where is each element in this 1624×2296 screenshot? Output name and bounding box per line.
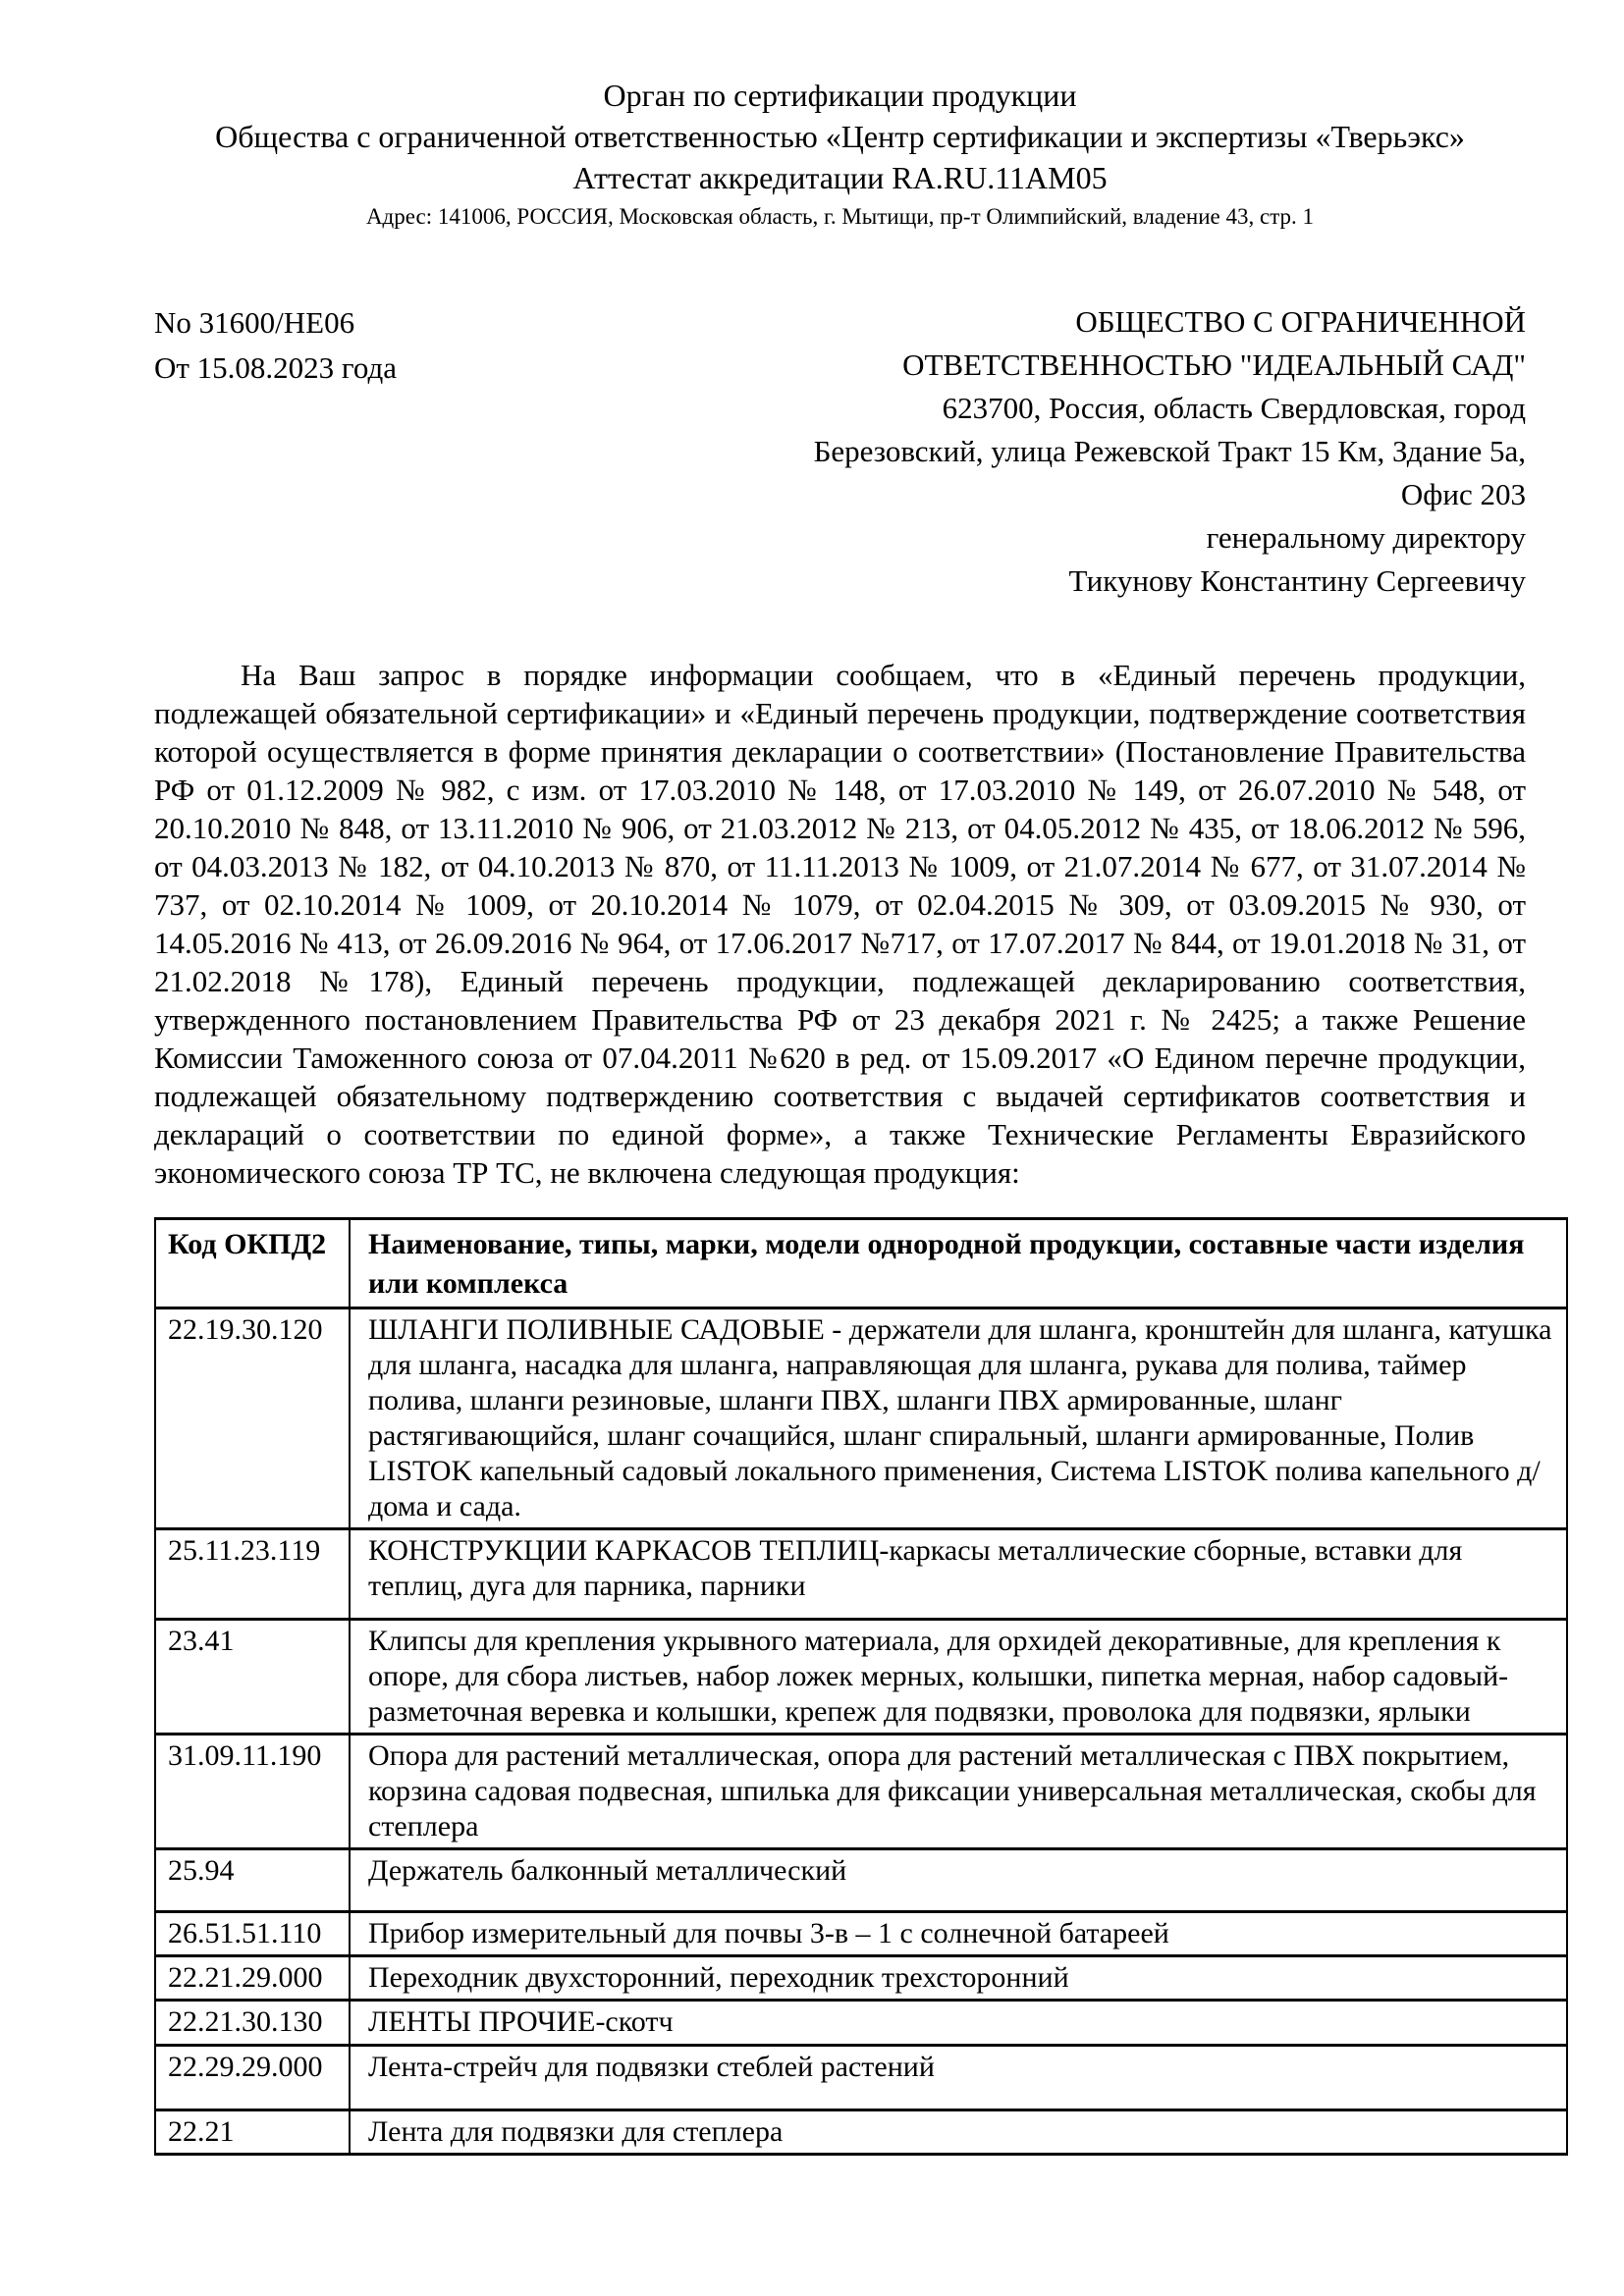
row-description-cell: Прибор измерительный для почвы 3-в – 1 с солнечной батареей: [350, 1912, 1567, 1956]
row-code-cell: 25.11.23.119: [155, 1529, 350, 1620]
letterhead: [154, 75, 1526, 232]
row-description-cell: Держатель балконный металлический: [350, 1849, 1567, 1912]
letter-date: От 15.08.2023 года: [154, 350, 398, 385]
letter-number: No 31600/НЕ06: [154, 305, 355, 340]
table-row: [155, 2110, 1567, 2155]
row-description-cell: Лента для подвязки для степлера: [350, 2110, 1567, 2155]
table-row: [155, 1308, 1567, 1529]
row-description-cell: ШЛАНГИ ПОЛИВНЫЕ САДОВЫЕ - держатели для шланга, кронштейн для шланга, катушка для шланга, насадка для шланга, направляющая для шланга, рукава для полива, таймер полива, шланги резиновые, шланги ПВХ, шланги ПВХ армированные, шланг растягивающийся, шланг сочащийся, шланг спиральный, шланги армированные, Полив LISTOK капельный садовый локального применения, Система LISTOK полива капельного д/дома и сада.: [350, 1308, 1567, 1529]
reference-block: [154, 300, 397, 391]
row-code-cell: 22.19.30.120: [155, 1308, 350, 1529]
addressee-block: [814, 300, 1526, 603]
table-row: [155, 1956, 1567, 2001]
table-row: [155, 1735, 1567, 1849]
table-header-code: Код ОКПД2: [155, 1219, 350, 1308]
table-header-description: Наименование, типы, марки, модели однородной продукции, составные части изделия или комплекса: [350, 1219, 1567, 1308]
body-paragraph: На Ваш запрос в порядке информации сообщаем, что в «Единый перечень продукции, подлежащей обязательной сертификации» и «Единый перечень продукции, подтверждение соответствия которой осуществляется в форме принятия декларации о соответствии» (Постановление Правительства РФ от 01.12.2009 № 982, с изм. от 17.03.2010 № 148, от 17.03.2010 № 149, от 26.07.2010 № 548, от 20.10.2010 № 848, от 13.11.2010 № 906, от 21.03.2012 № 213, от 04.05.2012 № 435, от 18.06.2012 № 596, от 04.03.2013 № 182, от 04.10.2013 № 870, от 11.11.2013 № 1009, от 21.07.2014 № 677, от 31.07.2014 № 737, от 02.10.2014 № 1009, от 20.10.2014 № 1079, от 02.04.2015 № 309, от 03.09.2015 № 930, от 14.05.2016 № 413, от 26.09.2016 № 964, от 17.06.2017 №717, от 17.07.2017 № 844, от 19.01.2018 № 31, от 21.02.2018 №178), Единый перечень продукции, подлежащей декларированию соответствия, утвержденного постановлением Правительства РФ от 23 декабря 2021 г. № 2425; а также Решение Комиссии Таможенного союза от 07.04.2011 №620 в ред. от 15.09.2017 «О Едином перечне продукции, подлежащей обязательному подтверждению соответствия с выдачей сертификатов соответствия и деклараций о соответствии по единой форме», а также Технические Регламенты Евразийского экономического союза ТР ТС, не включена следующая продукция:: [154, 658, 1526, 1190]
letterhead-accreditation: Аттестат аккредитации RA.RU.11АМ05: [572, 160, 1108, 195]
table-row: [155, 1529, 1567, 1620]
row-code-cell: 22.21.30.130: [155, 2001, 350, 2046]
row-description-cell: Переходник двухсторонний, переходник трехсторонний: [350, 1956, 1567, 2001]
products-table-head: [155, 1219, 1567, 1308]
table-row: [155, 2046, 1567, 2110]
row-code-cell: 31.09.11.190: [155, 1735, 350, 1849]
table-row: [155, 2001, 1567, 2046]
row-description-cell: Опора для растений металлическая, опора для растений металлическая с ПВХ покрытием, корзина садовая подвесная, шпилька для фиксации универсальная металлическая, скобы для степлера: [350, 1735, 1567, 1849]
reference-addressee-row: [154, 300, 1526, 603]
row-code-cell: 22.29.29.000: [155, 2046, 350, 2110]
addressee-line: генеральному директору: [1206, 520, 1526, 555]
letterhead-org-type: Орган по сертификации продукции: [603, 78, 1077, 113]
addressee-line: ОБЩЕСТВО С ОГРАНИЧЕННОЙ: [1075, 304, 1526, 339]
row-code-cell: 23.41: [155, 1620, 350, 1735]
addressee-line: Тикунову Константину Сергеевичу: [1068, 563, 1526, 598]
row-code-cell: 26.51.51.110: [155, 1912, 350, 1956]
row-description-cell: Клипсы для крепления укрывного материала, для орхидей декоративные, для крепления к опоре, для сбора листьев, набор ложек мерных, колышки, пипетка мерная, набор садовый-разметочная веревка и колышки, крепеж для подвязки, проволока для подвязки, ярлыки: [350, 1620, 1567, 1735]
row-description-cell: ЛЕНТЫ ПРОЧИЕ-скотч: [350, 2001, 1567, 2046]
row-description-cell: Лента-стрейч для подвязки стеблей растений: [350, 2046, 1567, 2110]
addressee-line: ОТВЕТСТВЕННОСТЬЮ "ИДЕАЛЬНЫЙ САД": [902, 347, 1526, 382]
letterhead-org-name: Общества с ограниченной ответственностью «Центр сертификации и экспертизы «Тверьэкс»: [215, 119, 1465, 154]
addressee-line: 623700, Россия, область Свердловская, город: [942, 391, 1526, 425]
letterhead-address: Адрес: 141006, РОССИЯ, Московская область, г. Мытищи, пр-т Олимпийский, владение 43, стр. 1: [365, 204, 1315, 229]
table-row: [155, 1912, 1567, 1956]
addressee-line: Березовский, улица Режевской Тракт 15 Км, Здание 5а,: [813, 434, 1526, 468]
row-code-cell: 25.94: [155, 1849, 350, 1912]
row-code-cell: 22.21.29.000: [155, 1956, 350, 2001]
products-table: [154, 1217, 1568, 2156]
table-row: [155, 1849, 1567, 1912]
addressee-line: Офис 203: [1400, 477, 1526, 511]
row-description-cell: КОНСТРУКЦИИ КАРКАСОВ ТЕПЛИЦ-каркасы металлические сборные, вставки для теплиц, дуга для парника, парники: [350, 1529, 1567, 1620]
products-table-body: [155, 1308, 1567, 2155]
table-row: [155, 1620, 1567, 1735]
row-code-cell: 22.21: [155, 2110, 350, 2155]
table-header-row: [155, 1219, 1567, 1308]
